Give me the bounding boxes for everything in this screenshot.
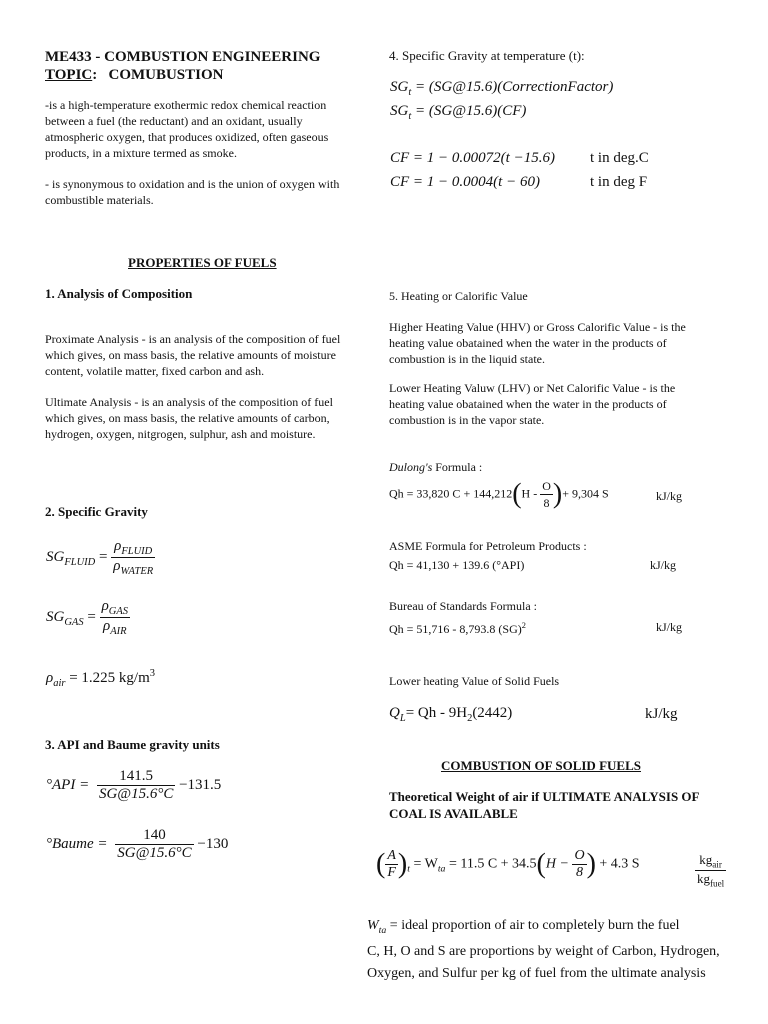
topic-line	[45, 66, 224, 84]
section-4-heading: 4. Specific Gravity at temperature (t):	[389, 48, 585, 63]
dulong-unit: kJ/kg	[656, 489, 683, 503]
rho-air-equation: $\rho_{air} = 1.225$ $kg/m^3$	[46, 668, 156, 689]
sg-t-equation-1: $SG_t$ = (SG@15.6)(CorrectionFactor)	[390, 79, 614, 98]
bureau-unit: kJ/kg	[656, 620, 683, 634]
cf-celsius-equation: CF = 1 − 0.00072(t −15.6)	[390, 150, 555, 166]
sg-fluid-equation: $SG_{FLUID}$ = $\frac{\rho_{FLUID}}{\rho_{WATER}}$	[46, 538, 154, 577]
hhv-definition: Higher Heating Value (HHV) or Gross Calorific Value - is the heating value obatained when the water in the products of combustion is in the liquid state.	[389, 320, 686, 366]
cf-fahrenheit-equation: CF = 1 − 0.0004(t − 60)	[390, 174, 540, 190]
dulong-title: Dulong's Formula :	[389, 460, 483, 474]
topic-label: TOPIC	[45, 67, 93, 83]
solid-fuels-heading: COMBUSTION OF SOLID FUELS	[441, 758, 641, 773]
cf-celsius-unit: t in deg.C	[590, 150, 649, 166]
asme-title: ASME Formula for Petroleum Products :	[389, 539, 587, 553]
asme-unit: kJ/kg	[650, 558, 677, 572]
wta-definition: $W_{ta}$ = ideal proportion of air to completely burn the fuel	[367, 918, 680, 936]
combustion-definition-2: - is synonymous to oxidation and is the union of oxygen with combustible materials.	[45, 177, 340, 207]
baume-equation: °Baume = $\frac{140}{SG@15.6^\circ C}$ −130	[46, 827, 229, 861]
combustion-definition-1: -is a high-temperature exothermic redox chemical reaction between a fuel (the reductant) and an oxidant, usually atmospheric oxygen, that produces oxidized, often gaseous products, in a mixture termed as smoke.	[45, 98, 329, 160]
section-5-heading: 5. Heating or Calorific Value	[389, 289, 528, 303]
air-fuel-equation: ( $\frac{A}{F}$ )$_t = W_{ta} = 11.5$ C + 34.5(H − $\frac{O}{8}$ ) + 4.3 S	[376, 848, 640, 880]
section-2-heading: 2. Specific Gravity	[45, 504, 148, 519]
dulong-equation: Qh = 33,820 C + 144,212(H - $\frac{O}{8}$ )+ 9,304 S	[389, 478, 609, 510]
ql-equation: $Q_L= Qh - 9H_2(2442)$	[389, 705, 513, 724]
ultimate-analysis-text: Ultimate Analysis - is an analysis of the composition of fuel which gives, on mass basis, the relative amounts of carbon, hydrogen, oxygen, nitgrogen, sulphur, ash and moisture.	[45, 395, 333, 441]
section-1-heading: 1. Analysis of Composition	[45, 286, 193, 301]
doc-title: ME433 - COMBUSTION ENGINEERING	[45, 49, 321, 65]
topic-colon: :	[92, 67, 98, 83]
lhv-solid-title: Lower heating Value of Solid Fuels	[389, 674, 560, 688]
ql-unit: kJ/kg	[645, 706, 678, 722]
air-fuel-unit: $\frac{kg_{air}}{kg_{fuel}}$	[697, 852, 725, 889]
section-3-heading: 3. API and Baume gravity units	[45, 737, 220, 752]
sg-t-equation-2: $SG_t$ = (SG@15.6)(CF)	[390, 103, 527, 122]
bureau-equation: Qh = 51,716 - 8,793.8 (SG)$^2$	[389, 621, 526, 636]
proximate-analysis-text: Proximate Analysis - is an analysis of the composition of fuel which gives, on mass basis, the relative amounts of moisture content, volatile matter, fixed carbon and ash.	[45, 332, 341, 378]
sg-gas-equation: $SG_{GAS}$ = $\frac{\rho_{GAS}}{\rho_{AIR}}$	[46, 598, 129, 637]
lhv-definition: Lower Heating Valuw (LHV) or Net Calorific Value - is the heating value obatained when the water in the products of combustion is in the vapor state.	[389, 381, 676, 427]
bureau-title: Bureau of Standards Formula :	[389, 599, 537, 613]
properties-heading: PROPERTIES OF FUELS	[128, 255, 277, 270]
asme-equation: Qh = 41,130 + 139.6 (°API)	[389, 558, 525, 572]
chos-definition: C, H, O and S are proportions by weight of Carbon, Hydrogen, Oxygen, and Sulfur per kg of fuel from the ultimate analysis	[367, 944, 720, 981]
cf-fahrenheit-unit: t in deg F	[590, 174, 648, 190]
theoretical-air-heading: Theoretical Weight of air if ULTIMATE ANALYSIS OF COAL IS AVAILABLE	[389, 789, 699, 821]
topic-value: COMUBUSTION	[108, 67, 224, 83]
api-equation: °API = $\frac{141.5}{SG@15.6^\circ C}$ −131.5	[46, 768, 222, 802]
